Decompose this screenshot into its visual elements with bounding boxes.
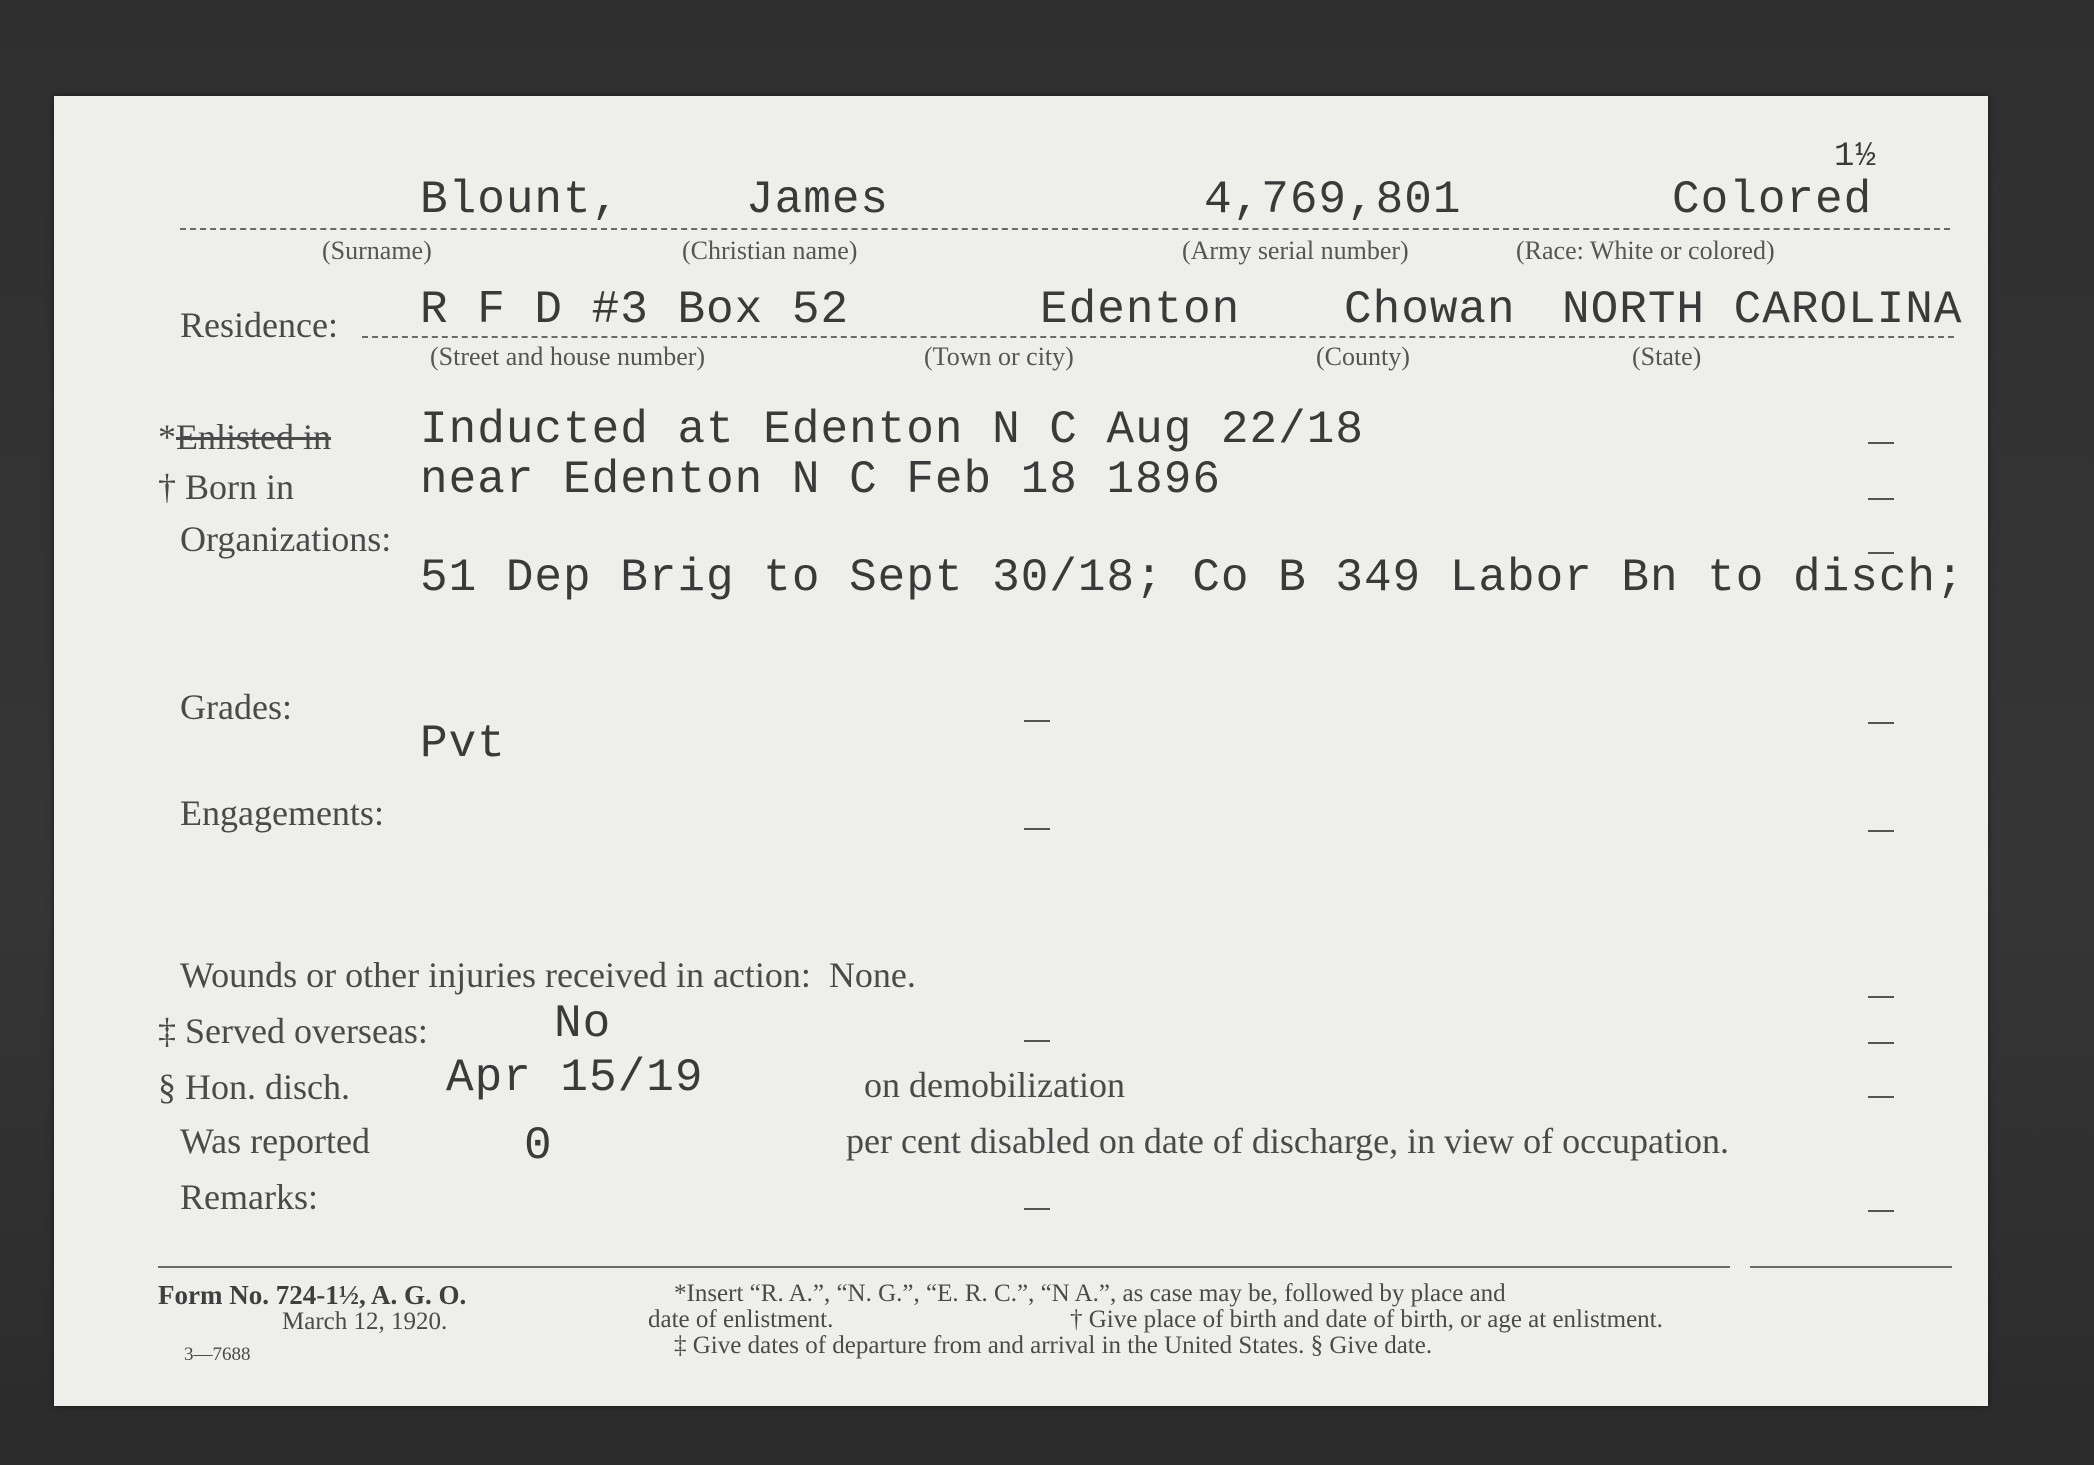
engagements-tick — [1868, 830, 1894, 832]
wounds-value: None. — [828, 955, 916, 995]
county-value: Chowan — [1344, 284, 1516, 336]
enlisted-marker: * — [158, 417, 176, 457]
town-value: Edenton — [1040, 284, 1241, 336]
discharge-value: Apr 15/19 — [446, 1052, 704, 1104]
discharge-suffix: on demobilization — [864, 1065, 1125, 1105]
street-value: R F D #3 Box 52 — [420, 284, 850, 336]
town-caption: (Town or city) — [924, 342, 1074, 371]
enlisted-value: Inducted at Edenton N C Aug 22/18 — [420, 404, 1364, 456]
organizations-value: 51 Dep Brig to Sept 30/18; Co B 349 Labor Bn to disch; — [420, 552, 1965, 604]
surname-caption: (Surname) — [322, 236, 432, 265]
footnote-enlistment: *Insert “R. A.”, “N. G.”, “E. R. C.”, “N A.”, as case may be, followed by place and — [674, 1280, 1506, 1307]
wounds-label — [180, 954, 916, 996]
footnote-enlistment-cont: date of enlistment. — [648, 1306, 834, 1333]
street-caption: (Street and house number) — [430, 342, 706, 371]
county-caption: (County) — [1316, 342, 1410, 371]
born-tick — [1868, 498, 1894, 500]
discharge-label-text: Hon. disch. — [185, 1067, 350, 1107]
overseas-label-text: Served overseas: — [185, 1011, 428, 1051]
residence-line — [362, 336, 1954, 338]
engagements-mid-tick — [1024, 828, 1050, 830]
discharge-tick — [1868, 1096, 1894, 1098]
footer-rule-right — [1750, 1266, 1952, 1268]
form-number: Form No. 724-1½, A. G. O. — [158, 1280, 467, 1310]
discharge-marker: § — [158, 1067, 176, 1107]
footnote-overseas: ‡ Give dates of departure from and arrival in the United States. § Give date. — [674, 1332, 1433, 1359]
serial-number-caption: (Army serial number) — [1182, 236, 1409, 265]
overseas-value: No — [554, 998, 612, 1050]
grades-label: Grades: — [180, 687, 292, 727]
footnote-birth: † Give place of birth and date of birth, or age at enlistment. — [1070, 1306, 1663, 1333]
organizations-tick — [1868, 552, 1894, 554]
wounds-tick — [1868, 996, 1894, 998]
state-caption: (State) — [1632, 342, 1702, 371]
print-code: 3—7688 — [184, 1344, 251, 1365]
surname-value: Blount, — [420, 174, 621, 226]
overseas-marker: ‡ — [158, 1011, 176, 1051]
grades-tick — [1868, 722, 1894, 724]
overseas-label — [158, 1010, 428, 1052]
disability-value: 0 — [524, 1120, 553, 1172]
overseas-tick — [1868, 1042, 1894, 1044]
engagements-label: Engagements: — [180, 793, 384, 833]
enlisted-label-text: Enlisted in — [176, 417, 331, 457]
born-value: near Edenton N C Feb 18 1896 — [420, 454, 1221, 506]
disability-label: Was reported — [180, 1121, 371, 1161]
remarks-label: Remarks: — [180, 1177, 318, 1217]
serial-number-value: 4,769,801 — [1204, 174, 1462, 226]
race-caption: (Race: White or colored) — [1516, 236, 1775, 265]
disability-suffix: per cent disabled on date of discharge, in view of occupation. — [846, 1121, 1730, 1161]
footer-rule-left — [158, 1266, 1730, 1268]
born-label-text: Born in — [185, 467, 295, 507]
record-card — [54, 96, 1988, 1406]
race-value: Colored — [1672, 174, 1873, 226]
born-marker: † — [158, 467, 176, 507]
grades-mid-tick — [1024, 720, 1050, 722]
remarks-tick — [1868, 1210, 1894, 1212]
name-line — [180, 228, 1950, 230]
form-date: March 12, 1920. — [282, 1308, 448, 1335]
organizations-label: Organizations: — [180, 519, 392, 559]
discharge-label — [158, 1066, 350, 1108]
enlisted-label — [158, 416, 331, 458]
christian-name-value: James — [746, 174, 890, 226]
born-label — [158, 466, 294, 508]
state-value: NORTH CAROLINA — [1562, 284, 1963, 336]
overseas-mid-tick — [1024, 1040, 1050, 1042]
christian-name-caption: (Christian name) — [682, 236, 858, 265]
remarks-mid-tick — [1024, 1208, 1050, 1210]
enlisted-tick — [1868, 442, 1894, 444]
corner-mark: 1½ — [1834, 138, 1877, 176]
residence-label: Residence: — [180, 305, 338, 345]
wounds-label-text: Wounds or other injuries received in action: — [180, 955, 811, 995]
grades-value: Pvt — [420, 718, 506, 770]
